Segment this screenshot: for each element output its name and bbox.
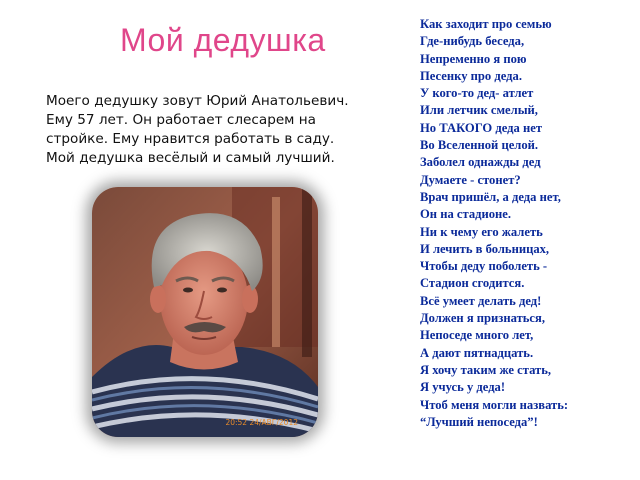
poem-line: И лечить в больницах, xyxy=(420,241,550,256)
poem-line: У кого-то дед- атлет xyxy=(420,86,534,101)
poem-line: Я учусь у деда! xyxy=(420,380,506,395)
poem-line: Непременно я пою xyxy=(420,51,527,66)
poem-line: Заболел однажды дед xyxy=(420,155,541,170)
poem-line: Во Вселенной целой. xyxy=(420,138,539,153)
poem-line: Всё умеет делать дед! xyxy=(420,293,542,308)
poem-line: Песенку про деда. xyxy=(420,68,522,83)
poem-line: Он на стадионе. xyxy=(420,207,512,222)
page-title: Мой дедушка xyxy=(120,22,326,58)
story-paragraph: Моего дедушку зовут Юрий Анатольевич. Ему 57 лет. Он работает слесарем на стройке. Ему нравится работать в саду. Мой дедушка весёлый и самый лучший. xyxy=(46,93,349,166)
poem-line: Стадион сгодится. xyxy=(420,276,525,291)
photo-illustration xyxy=(92,187,318,437)
poem-line: Но ТАКОГО деда нет xyxy=(420,120,543,135)
grandfather-photo xyxy=(92,187,318,437)
poem-line: Врач пришёл, а деда нет, xyxy=(420,189,561,204)
photo-timestamp: 20:52 24/АВГ/2012 xyxy=(225,418,298,427)
poem-line: Должен я признаться, xyxy=(420,311,545,326)
poem-line: Чтобы деду поболеть - xyxy=(420,259,548,274)
poem-line: Ни к чему его жалеть xyxy=(420,224,543,239)
poem-line: “Лучший непоседа”! xyxy=(420,414,538,429)
poem xyxy=(420,16,630,431)
poem-line: Я хочу таким же стать, xyxy=(420,362,552,377)
poem-line: Или летчик смелый, xyxy=(420,103,538,118)
poem-line: Как заходит про семью xyxy=(420,17,552,31)
poem-line: Думаете - стонет? xyxy=(420,172,521,187)
poem-line: Где-нибудь беседа, xyxy=(420,34,525,49)
poem-line: А дают пятнадцать. xyxy=(420,345,534,360)
poem-line: Чтоб меня могли назвать: xyxy=(420,397,569,412)
poem-line: Непоседе много лет, xyxy=(420,328,534,343)
